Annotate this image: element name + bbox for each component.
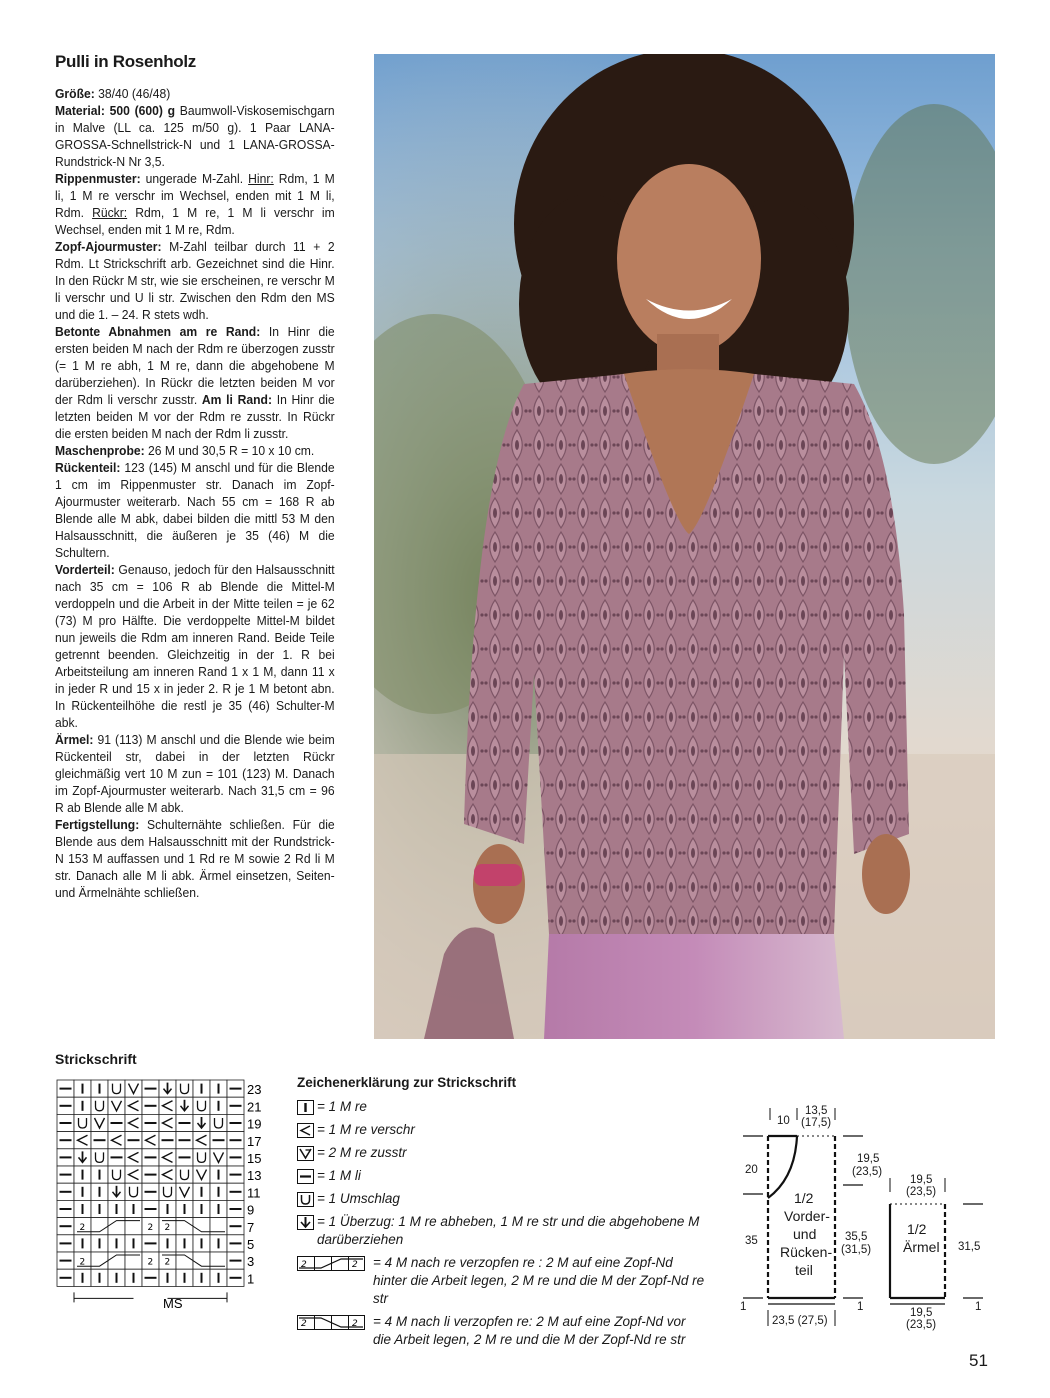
chart-symbol: 2 (147, 1223, 154, 1234)
row-number: 19 (247, 1116, 262, 1132)
svg-text:(23,5): (23,5) (852, 1166, 883, 1178)
svg-text:und: und (793, 1226, 817, 1242)
svg-text:Rücken-: Rücken- (780, 1244, 833, 1260)
row-number: 17 (247, 1133, 262, 1149)
instructions-text (55, 85, 335, 901)
row-number: 9 (247, 1202, 255, 1218)
section-cable-lace: Zopf-Ajourmuster: M-Zahl teilbar durch 11 + 2 Rdm. Lt Strickschrift arb. Gezeichnet sind die Hinr. In den Rückr M str, wie sie erscheinen, re verschr M li verschr und U li str. Zwischen den Rdm den MS und die 1. – 24. R stets wdh. (55, 239, 335, 322)
row-number: 15 (247, 1151, 262, 1166)
legend-item-knit: = 1 M re (297, 1098, 707, 1116)
legend-item-knit-tbl: = 1 M re verschr (297, 1121, 707, 1139)
legend-item-skp: = 1 Überzug: 1 M re abheben, 1 M re str und die abgehobene M darüberziehen (297, 1213, 707, 1249)
svg-text:13,5: 13,5 (805, 1105, 828, 1117)
svg-text:1/2: 1/2 (794, 1190, 814, 1206)
legend-item-cable-right: 2 2 = 4 M nach re verzopfen re : 2 M auf eine Zopf-Nd hinter die Arbeit legen, 2 M re und die M der Zopf-Nd re str (297, 1254, 707, 1308)
svg-text:1/2: 1/2 (907, 1221, 927, 1237)
page-title: Pulli in Rosenholz (55, 52, 196, 71)
row-number: 5 (247, 1237, 255, 1252)
model-photo-illustration (374, 54, 995, 1039)
svg-text:19,5: 19,5 (910, 1174, 933, 1186)
chart-symbol: 2 (147, 1257, 154, 1268)
skp-icon (297, 1215, 314, 1230)
chart-symbol: 2 (79, 1223, 86, 1234)
chart-cell (108, 1080, 125, 1097)
k2tog-icon (297, 1146, 314, 1161)
svg-text:(23,5): (23,5) (906, 1186, 937, 1198)
svg-text:31,5: 31,5 (958, 1241, 981, 1253)
model-photo (374, 54, 995, 1039)
svg-text:1: 1 (740, 1301, 747, 1313)
section-sleeves: Ärmel: 91 (113) M anschl und die Blende wie beim Rückenteil str, dabei in der letzten Rückr gleichmäßig vert 10 M zun = 101 (123) M. Danach im Zopf-Ajourmuster weiterarb. Nach 31,5 cm = 96 R ab Blende alle M abk. (55, 732, 335, 815)
svg-text:teil: teil (795, 1262, 813, 1278)
chart-cell (108, 1166, 125, 1183)
section-front: Vorderteil: Genauso, jedoch für den Halsausschnitt nach 35 cm = 106 R ab Blende die Mittel-M verdoppeln und die Arbeit in der Mitte teilen = je 62 (73) M pro Hälfte. Die verdoppelte Mittel-M bildet nun jeweils die Rdm am inneren Rand. Beide Teile getrennt beenden. Gleichzeitig in der 1. R bei Arbeitsteilung am inneren Rand 1 x 1 M, dann 11 x in jeder R und 15 x in jeder 2. R je 1 M betont abn. In Rückenteilhöhe die restl je 35 (46) Schulter-M abk. (55, 562, 335, 730)
cable-left-icon (297, 1315, 365, 1330)
legend-item-purl: = 1 M li (297, 1167, 707, 1185)
chart-cell (91, 1149, 108, 1166)
chart-symbol: 2 (164, 1223, 171, 1234)
svg-text:10: 10 (777, 1115, 790, 1127)
body-schematic (740, 1105, 882, 1327)
chart-cell (210, 1114, 227, 1131)
svg-text:Ärmel: Ärmel (903, 1239, 940, 1255)
row-number: 23 (247, 1082, 262, 1098)
chart-cell (176, 1080, 193, 1097)
svg-text:35,5: 35,5 (845, 1231, 868, 1243)
section-gauge: Maschenprobe: 26 M und 30,5 R = 10 x 10 cm. (55, 443, 315, 458)
section-material: Material: 500 (600) g Baumwoll-Viskosemischgarn in Malve (LL ca. 125 m/50 g). 1 Paar LANA-GROSSA-Schnellstrick-N und 1 LANA-GROSSA-Rundstrick-N Nr 3,5. (55, 103, 335, 169)
row-number: 13 (247, 1168, 262, 1184)
garment-schematic (735, 1098, 1015, 1338)
svg-text:2: 2 (301, 1260, 307, 1270)
legend-title: Zeichenerklärung zur Strickschrift (297, 1075, 517, 1090)
chart-cell (91, 1097, 108, 1114)
svg-text:2: 2 (352, 1260, 358, 1270)
svg-text:23,5 (27,5): 23,5 (27,5) (772, 1315, 828, 1327)
chart-cell (193, 1149, 210, 1166)
chart-cell (125, 1183, 142, 1200)
chart-cell (176, 1166, 193, 1183)
section-rib: Rippenmuster: ungerade M-Zahl. Hinr: Rdm, 1 M li, 1 M re verschr im Wechsel, enden mit 1 M li, Rdm. Rückr: Rdm, 1 M re, 1 M li verschr im Wechsel, enden mit 1 M re, Rdm. (55, 171, 335, 237)
knitting-chart (55, 1076, 295, 1311)
page-number: 51 (969, 1351, 988, 1370)
svg-text:(17,5): (17,5) (801, 1117, 832, 1129)
row-number: 1 (247, 1271, 255, 1287)
svg-text:35: 35 (745, 1235, 758, 1247)
chart-cell (74, 1114, 91, 1131)
svg-text:(31,5): (31,5) (841, 1244, 872, 1256)
cable-right-icon (297, 1256, 365, 1271)
svg-text:1: 1 (857, 1301, 864, 1313)
ms-label: MS (163, 1296, 183, 1311)
section-decreases: Betonte Abnahmen am re Rand: In Hinr die ersten beiden M nach der Rdm re überzogen zusstr (= 1 M re abh, 1 M re, dann die abgehobene M darüberziehen). In Rückr die letzten beiden M vor der Rdm li verschr zusstr. Am li Rand: In Hinr die letzten beiden M vor der Rdm re zusstr. In Rückr die ersten beiden M nach der Rdm li zusstr. (55, 324, 335, 441)
chart-cell (159, 1183, 176, 1200)
section-back: Rückenteil: 123 (145) M anschl und für die Blende 1 cm im Rippenmuster str. Danach im Zopf-Ajourmuster weiterarb. Nach 55 cm = 168 R ab Blende alle M abk, dabei bilden die mittl 53 M den Halsausschnitt, die äußeren je 35 (46) M die Schultern. (55, 460, 335, 560)
svg-text:19,5: 19,5 (910, 1307, 933, 1319)
section-finishing: Fertigstellung: Schulternähte schließen. Für die Blende aus dem Halsausschnitt mit der Rundstrick-N 153 M auffassen und 1 Rd re M sowie 2 Rd li M str. Danach alle M li abk. Ärmel einsetzen, Seiten- und Ärmelnähte schließen. (55, 817, 335, 900)
knit-icon (297, 1100, 314, 1115)
chart-title: Strickschrift (55, 1051, 137, 1067)
svg-text:2: 2 (301, 1319, 307, 1329)
section-size: Größe: 38/40 (46/48) (55, 86, 171, 101)
chart-cell (193, 1097, 210, 1114)
legend-item-k2tog: = 2 M re zusstr (297, 1144, 707, 1162)
sleeve-schematic (890, 1174, 983, 1331)
svg-text:19,5: 19,5 (857, 1153, 880, 1165)
knit-tbl-icon (297, 1123, 314, 1138)
svg-text:20: 20 (745, 1164, 758, 1176)
legend-item-cable-left: 2 2 = 4 M nach li verzopfen re: 2 M auf eine Zopf-Nd vor die Arbeit legen, 2 M re und die M der Zopf-Nd re str (297, 1313, 707, 1349)
row-number: 21 (247, 1099, 262, 1115)
yarn-over-icon (297, 1192, 314, 1207)
svg-text:(23,5): (23,5) (906, 1319, 937, 1331)
chart-legend (297, 1075, 707, 1354)
purl-icon (297, 1169, 314, 1184)
svg-text:Vorder-: Vorder- (784, 1208, 830, 1224)
svg-text:2: 2 (352, 1319, 358, 1329)
row-number: 7 (247, 1219, 255, 1235)
chart-symbol: 2 (164, 1257, 171, 1268)
row-number: 3 (247, 1254, 255, 1270)
legend-item-yarn-over: = 1 Umschlag (297, 1190, 707, 1208)
svg-text:1: 1 (975, 1301, 982, 1313)
row-number: 11 (247, 1185, 261, 1201)
chart-symbol: 2 (79, 1257, 86, 1268)
